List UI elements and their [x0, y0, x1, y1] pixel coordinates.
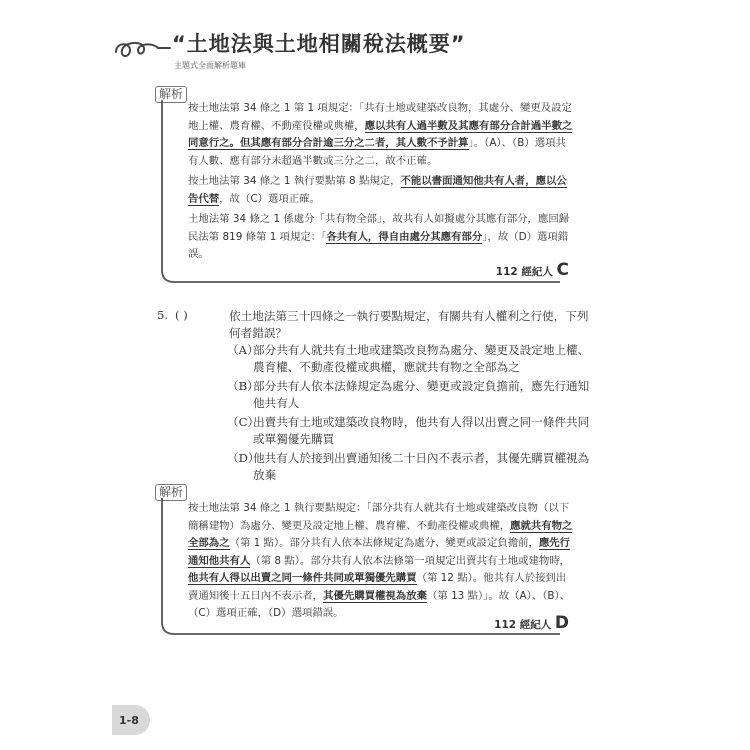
option-label: （A） [227, 343, 259, 357]
text-run: ，故（C）選項正確。 [219, 192, 320, 205]
text-run: 按土地法第 34 條之 1 第 1 項規定：「共有土地或建築改良物，其處分、變更及設定地上權、農育權、不動產役權或典權， [188, 102, 572, 132]
underlined-text: 應就共有物之全部為之 [188, 519, 573, 549]
option-d [227, 450, 597, 483]
analysis-paragraph [188, 173, 573, 208]
underlined-text: 其優先購買權視為放棄 [323, 589, 427, 602]
underlined-text: 各共有人，得自由處分其應有部分 [326, 230, 483, 243]
analysis-box-2 [160, 498, 575, 638]
analysis-paragraph [188, 100, 573, 170]
analysis-box-1 [160, 100, 575, 285]
question-stem: 依土地法第三十四條之一執行要點規定，有關共有人權利之行使，下列何者錯誤？ [229, 309, 589, 340]
underlined-text: 應先行通知他共有人 [188, 537, 571, 567]
answer-signature-2 [494, 613, 569, 633]
answer-blank: ( ) [175, 308, 188, 322]
text-run: 按土地法第 34 條之 1 執行要點規定：「部分共有人就共有土地或建築改良物（以下簡稱建物）為處分、變更及設定地上權、農育權、不動產役權或典權， [188, 502, 570, 532]
analysis-text-1 [188, 100, 573, 267]
text-run: 按土地法第 34 條之 1 執行要點第 8 點規定， [188, 175, 401, 187]
text-run: （第 12 點）。他共有人於接到出賣通知後十五日內不表示者， [188, 572, 567, 602]
text-run: （第 8 點）。部分共有人依本法條第一項規定出賣共有土地或建物時， [250, 554, 571, 567]
underlined-text: 應以共有人過半數及其應有部分合計過半數之同意行之。但其應有部分合計逾三分之二者，其人數不予計算 [188, 119, 573, 149]
text-run: （第 1 點）。部分共有人依本法條規定為處分、變更或設定負擔前， [229, 537, 539, 549]
option-text: 出賣共有土地或建築改良物時，他共有人得以出賣之同一條件共同或單獨優先購買 [253, 415, 590, 446]
option-list [227, 342, 597, 486]
option-text: 部分共有人依本法條規定為處分、變更或設定負擔前，應先行通知他共有人 [253, 379, 590, 410]
option-text: 他共有人於接到出賣通知後二十日內不表示者，其優先購買權視為放棄 [253, 451, 590, 482]
option-text: 部分共有人就共有土地或建築改良物為處分、變更及設定地上權、農育權、不動產役權或典權，應就共有物之全部為之 [253, 343, 590, 374]
option-c [227, 414, 597, 447]
option-label: （D） [227, 451, 260, 465]
analysis-paragraph [188, 211, 573, 264]
analysis-paragraph [188, 500, 573, 623]
page-number: 1-8 [119, 714, 139, 727]
analysis-text-2 [188, 500, 573, 626]
option-b [227, 378, 597, 411]
underlined-text: 他共有人得以出賣之同一條件共同或單獨優先購買 [188, 572, 417, 584]
text-run: 」。（A）、（B）選項共有人數、應有部分未超過半數或三分之二，故不正確。 [188, 137, 566, 167]
analysis-label: 解析 [155, 86, 187, 103]
answer-letter: C [556, 260, 569, 280]
text-run: 」，故（D）選項錯誤。 [188, 230, 569, 260]
swirl-decoration-icon [112, 32, 172, 64]
analysis-label: 解析 [155, 484, 187, 501]
option-label: （C） [227, 415, 260, 429]
option-label: （B） [227, 379, 259, 393]
underlined-text: 不能以書面通知他共有人者，應以公告代替 [188, 175, 567, 205]
text-run: 土地法第 34 條之 1 係處分「共有物全部」，故共有人如擬處分其應有部分，應回歸民法第 819 條第 1 項規定：「 [188, 213, 570, 243]
question-number: 5. [157, 308, 169, 322]
answer-letter: D [554, 613, 569, 633]
page-header [112, 14, 512, 74]
text-run: （第 13 點）」。故（A）、（B）、（C）選項正確，（D）選項錯誤。 [188, 589, 571, 619]
book-subtitle: 主題式全面解析題庫 [174, 61, 246, 70]
book-title: “土地法與土地相關稅法概要” [172, 32, 466, 56]
answer-signature-1 [496, 260, 569, 280]
exam-source: 112 經紀人 [494, 619, 552, 631]
option-a [227, 342, 597, 375]
exam-source: 112 經紀人 [495, 266, 553, 278]
